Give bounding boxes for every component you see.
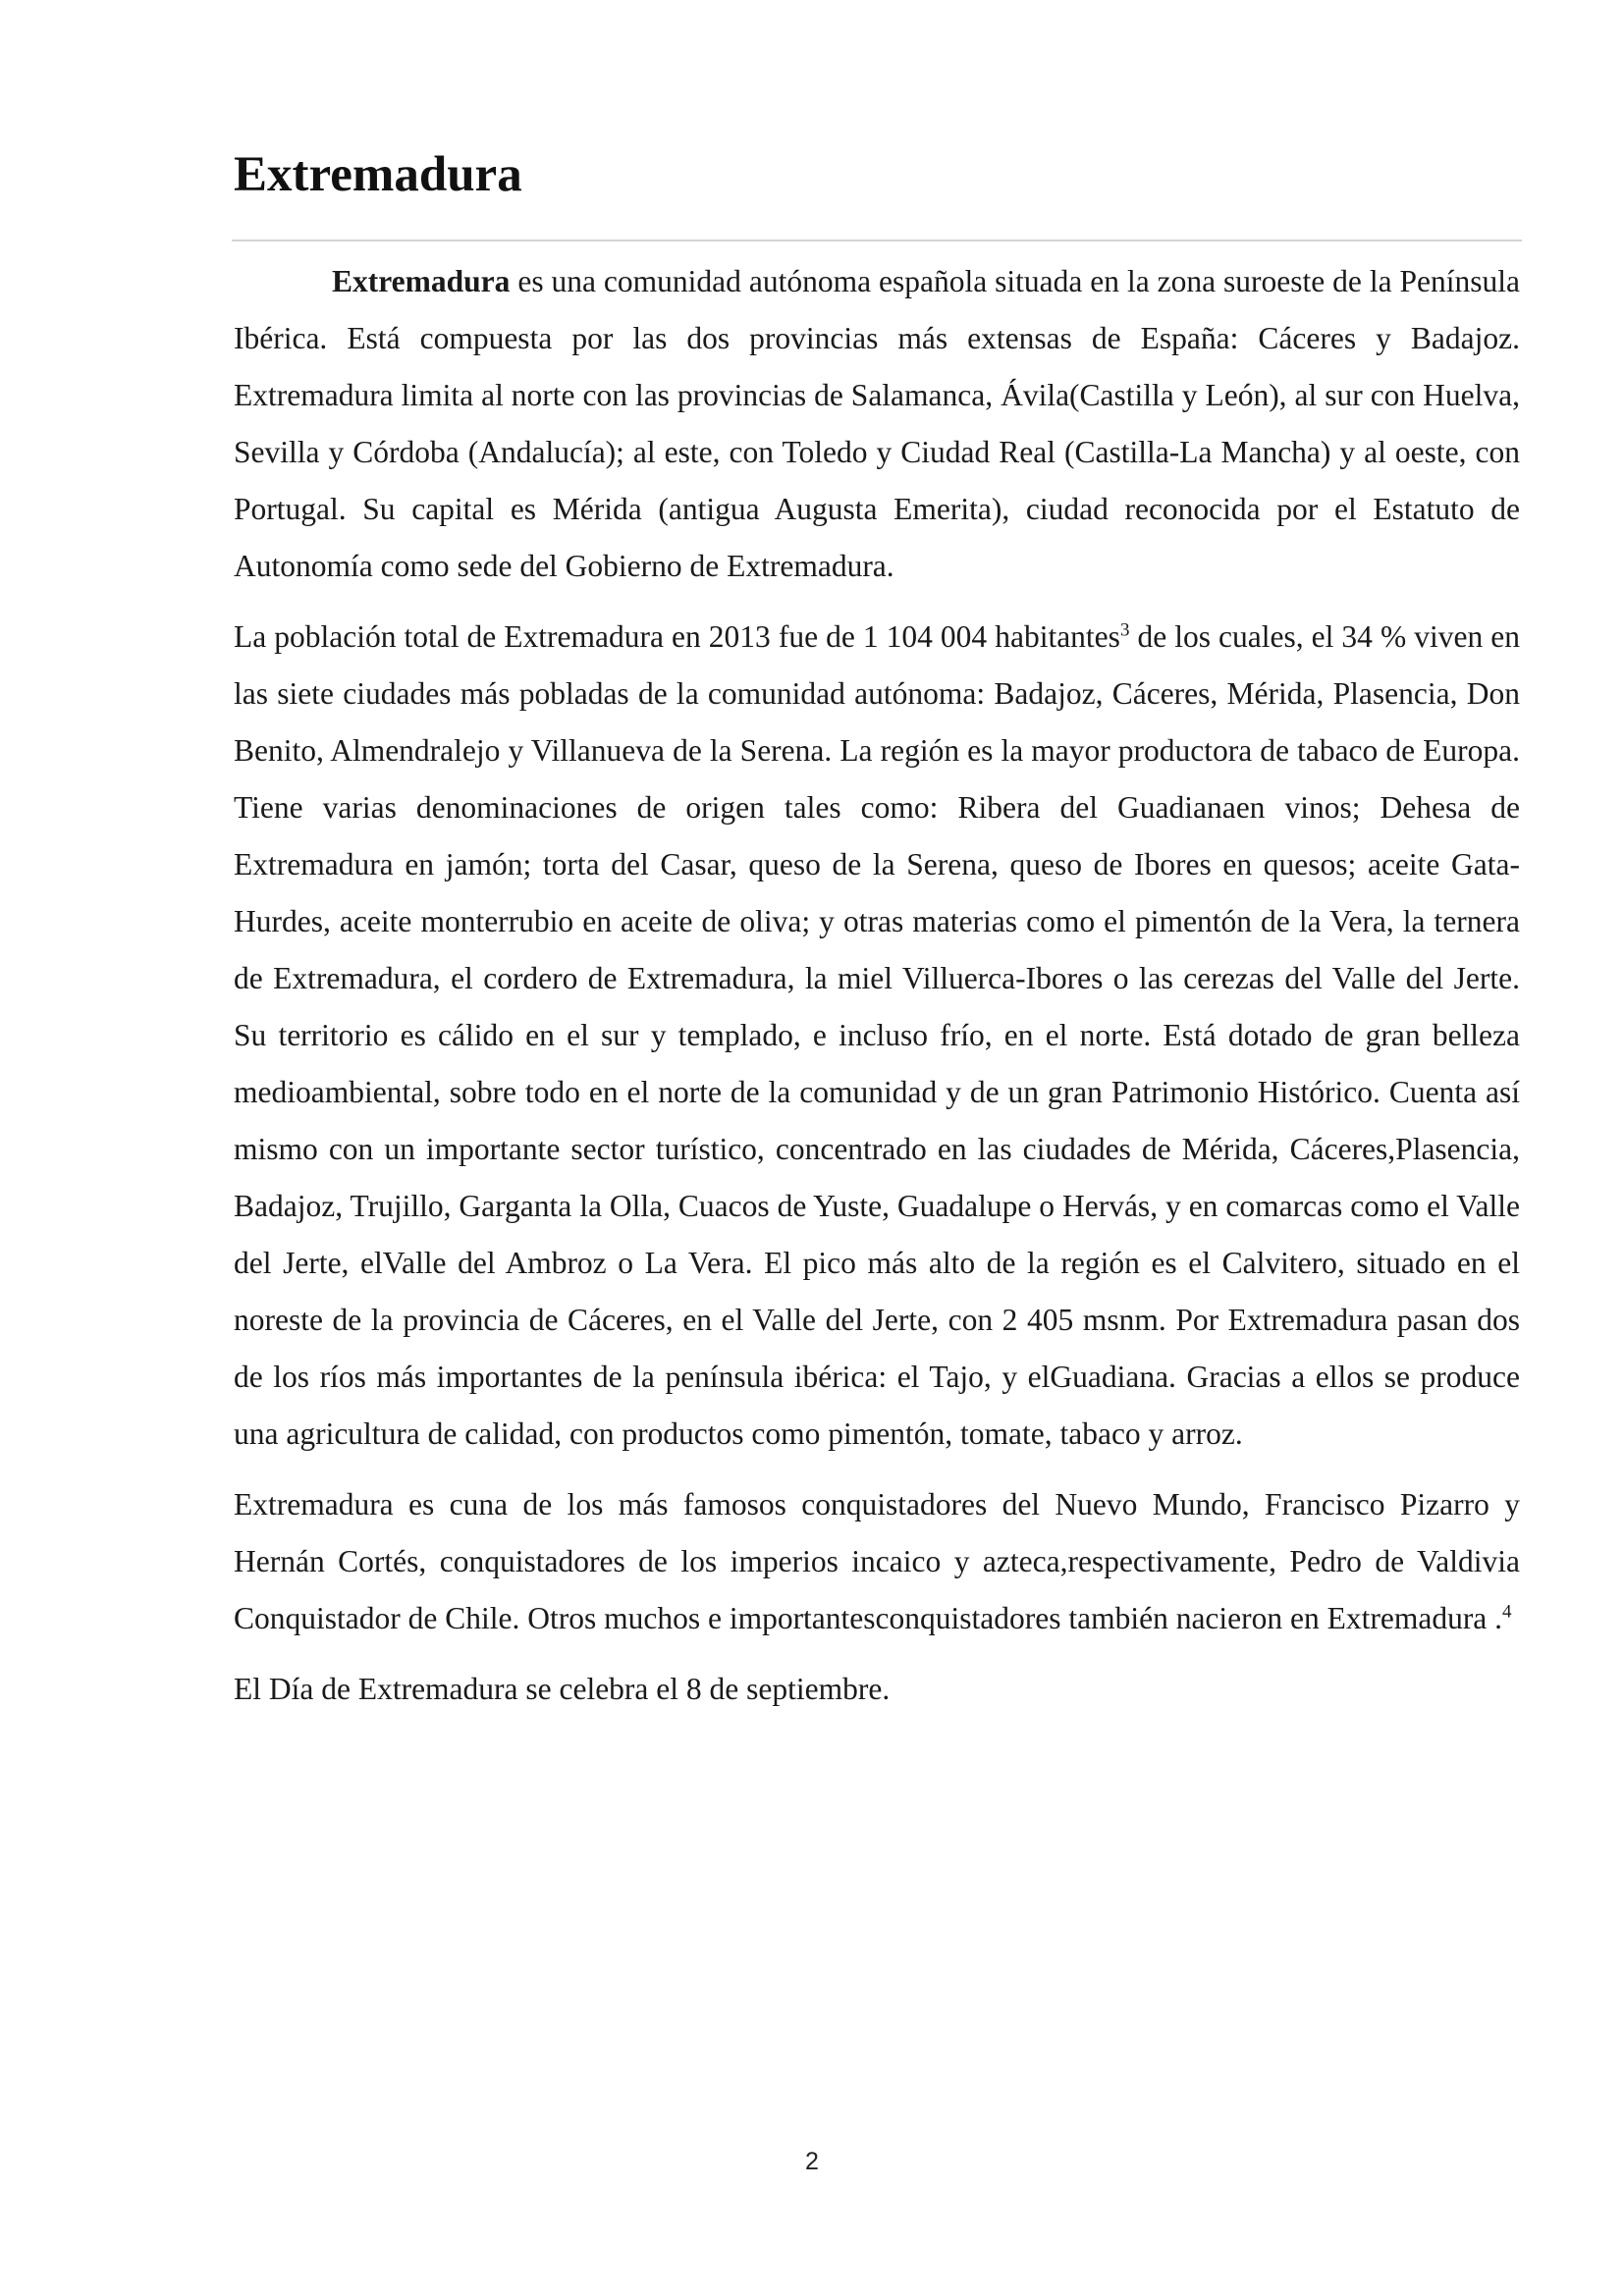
paragraph-day-text: El Día de Extremadura se celebra el 8 de septiembre. bbox=[234, 1672, 891, 1706]
page-title: Extremadura bbox=[234, 147, 522, 202]
paragraph-conquistadors bbox=[234, 1476, 1520, 1647]
body-text bbox=[234, 253, 1520, 1732]
paragraph-intro-text: es una comunidad autónoma española situada en la zona suroeste de la Península Ibérica. Está compuesta por las dos provincias más extensas de España: Cáceres y Badajoz. Extremadura limita al norte con las provincias de Salamanca, Ávila(Castilla y León), al sur con Huelva, Sevilla y Córdoba (Andalucía); al este, con Toledo y Ciudad Real (Castilla-La Mancha) y al oeste, con Portugal. Su capital es Mérida (antigua Augusta Emerita), ciudad reconocida por el Estatuto de Autonomía como sede del Gobierno de Extremadura. bbox=[234, 264, 1520, 583]
page-number: 2 bbox=[805, 2148, 819, 2175]
paragraph-intro bbox=[234, 253, 1520, 595]
lead-term: Extremadura bbox=[332, 264, 511, 298]
footnote-ref-4: 4 bbox=[1502, 1601, 1512, 1623]
paragraph-population-text-b: de los cuales, el 34 % viven en las siete ciudades más pobladas de la comunidad autónoma: Badajoz, Cáceres, Mérida, Plasencia, Don Benito, Almendralejo y Villanueva de la Serena. La región es la mayor productora de tabaco de Europa. Tiene varias denominaciones de origen tales como: Ribera del Guadianaen vinos; Dehesa de Extremadura en jamón; torta del Casar, queso de la Serena, queso de Ibores en quesos; aceite Gata-Hurdes, aceite monterrubio en aceite de oliva; y otras materias como el pimentón de la Vera, la ternera de Extremadura, el cordero de Extremadura, la miel Villuerca-Ibores o las cerezas del Valle del Jerte. Su territorio es cálido en el sur y templado, e incluso frío, en el norte. Está dotado de gran belleza medioambiental, sobre todo en el norte de la comunidad y de un gran Patrimonio Histórico. Cuenta así mismo con un importante sector turístico, concentrado en las ciudades de Mérida, Cáceres,Plasencia, Badajoz, Trujillo, Garganta la Olla, Cuacos de Yuste, Guadalupe o Hervás, y en comarcas como el Valle del Jerte, elValle del Ambroz o La Vera. El pico más alto de la región es el Calvitero, situado en el noreste de la provincia de Cáceres, en el Valle del Jerte, con 2 405 msnm. Por Extremadura pasan dos de los ríos más importantes de la península ibérica: el Tajo, y elGuadiana. Gracias a ellos se produce una agricultura de calidad, con productos como pimentón, tomate, tabaco y arroz. bbox=[234, 619, 1521, 1451]
paragraph-day bbox=[234, 1661, 1520, 1718]
paragraph-population bbox=[234, 609, 1520, 1463]
footnote-ref-3: 3 bbox=[1119, 619, 1130, 641]
paragraph-population-text-a: La población total de Extremadura en 2013 fue de 1 104 004 habitantes bbox=[234, 619, 1120, 654]
title-divider bbox=[232, 240, 1522, 241]
paragraph-conquistadors-text: Extremadura es cuna de los más famosos conquistadores del Nuevo Mundo, Francisco Pizarro y Hernán Cortés, conquistadores de los imperios incaico y azteca,respectivamente, Pedro de Valdivia Conquistador de Chile. Otros muchos e importantesconquistadores también nacieron en Extremadura . bbox=[234, 1487, 1520, 1635]
